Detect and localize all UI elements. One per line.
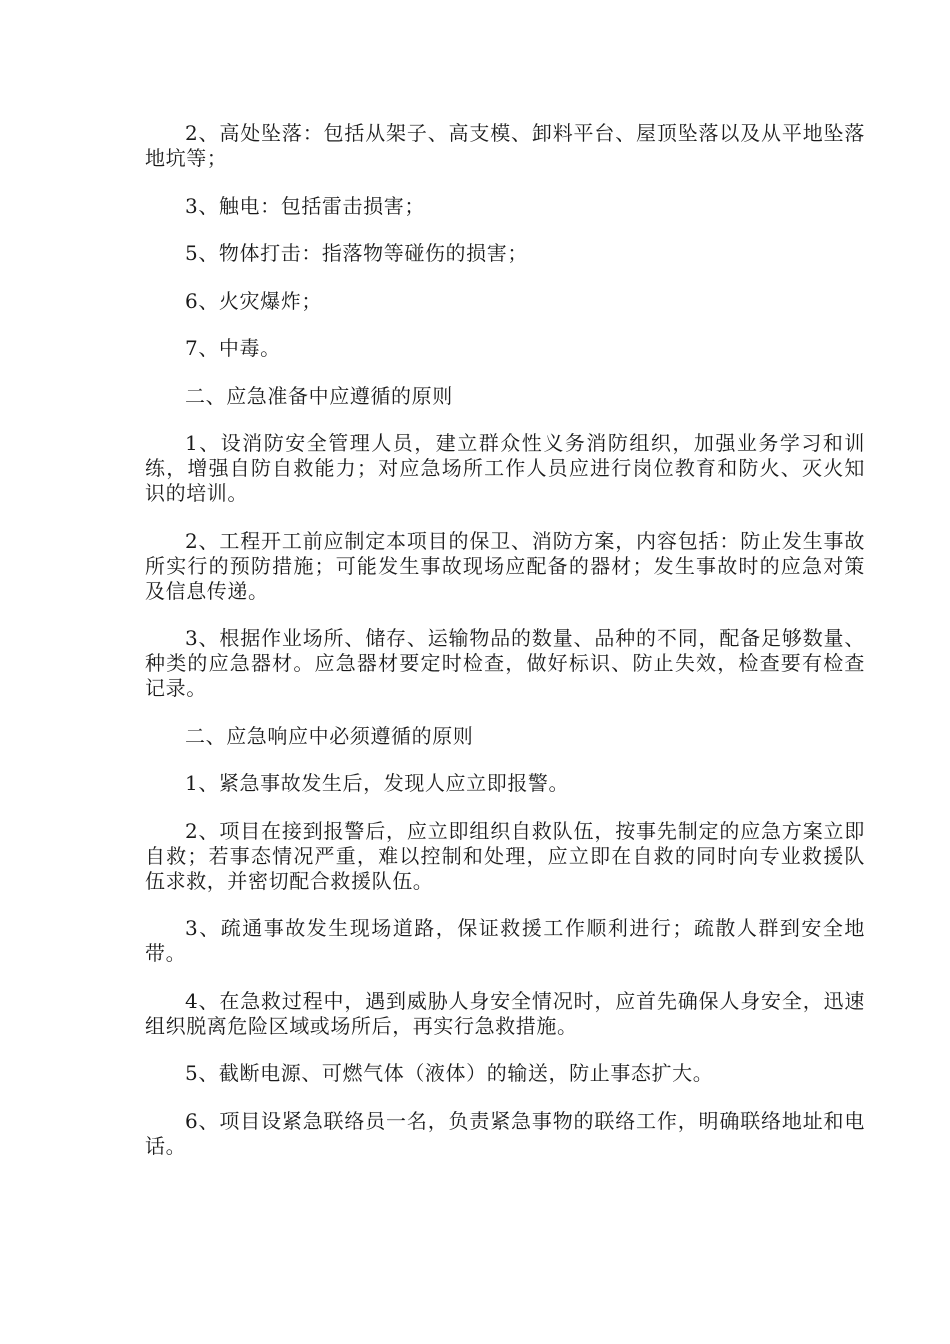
- paragraph-item-personal-safety: 4、在急救过程中，遇到威胁人身安全情况时，应首先确保人身安全，迅速组织脱离危险区域或场所后，再实行急救措施。: [145, 988, 865, 1038]
- section-heading-preparation: 二、应急准备中应遵循的原则: [185, 383, 453, 408]
- paragraph-item-poisoning: 7、中毒。: [185, 336, 281, 360]
- paragraph-item-fall: 2、高处坠落：包括从架子、高支模、卸料平台、屋顶坠落以及从平地坠落地坑等；: [145, 121, 865, 170]
- document-body: [145, 121, 865, 1159]
- paragraph-item-emergency-equipment: 3、根据作业场所、储存、运输物品的数量、品种的不同，配备足够数量、种类的应急器材。应急器材要定时检查，做好标识、防止失效，检查要有检查记录。: [145, 626, 865, 700]
- paragraph-item-security-plan: 2、工程开工前应制定本项目的保卫、消防方案，内容包括：防止发生事故所实行的预防措施；可能发生事故现场应配备的器材；发生事故时的应急对策及信息传递。: [145, 528, 865, 603]
- paragraph-item-fire-explosion: 6、火灾爆炸；: [185, 288, 322, 313]
- paragraph-item-liaison: 6、项目设紧急联络员一名，负责紧急事物的联络工作，明确联络地址和电话。: [145, 1108, 865, 1158]
- paragraph-item-electric-shock: 3、触电：包括雷击损害；: [185, 193, 425, 218]
- paragraph-item-report-alarm: 1、紧急事故发生后，发现人应立即报警。: [185, 771, 570, 795]
- paragraph-item-clear-road: 3、疏通事故发生现场道路，保证救援工作顺利进行；疏散人群到安全地带。: [145, 916, 865, 965]
- paragraph-item-fire-safety-staff: 1、设消防安全管理人员，建立群众性义务消防组织，加强业务学习和训练，增强自防自救能力；对应急场所工作人员应进行岗位教育和防火、灭火知识的培训。: [145, 431, 865, 505]
- paragraph-item-object-strike: 5、物体打击：指落物等碰伤的损害；: [185, 241, 528, 265]
- paragraph-item-cut-power: 5、截断电源、可燃气体（液体）的输送，防止事态扩大。: [185, 1061, 714, 1085]
- section-heading-response: 二、应急响应中必须遵循的原则: [185, 723, 474, 748]
- paragraph-item-self-rescue: 2、项目在接到报警后，应立即组织自救队伍，按事先制定的应急方案立即自救；若事态情况严重，难以控制和处理，应立即在自救的同时向专业救援队伍求救，并密切配合救援队伍。: [145, 818, 865, 893]
